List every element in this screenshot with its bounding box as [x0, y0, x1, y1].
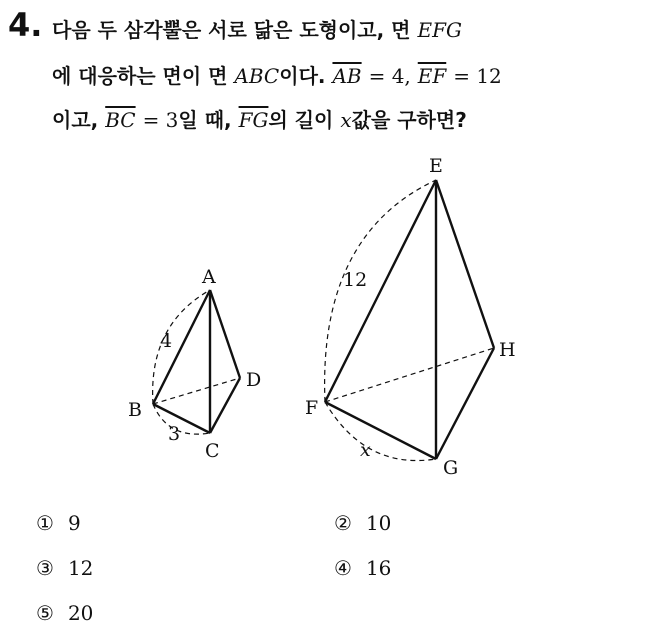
segment-ef: $\overline{EF}$ — [417, 64, 447, 88]
choice-value: 16 — [365, 556, 392, 580]
value-ab: = 4, — [368, 64, 411, 88]
edge-gh — [436, 348, 494, 459]
label-bc-length: 3 — [168, 423, 181, 445]
choice-marker: ② — [334, 511, 352, 535]
label-h: H — [499, 339, 516, 361]
label-ef-length: 12 — [343, 269, 368, 291]
question-text: 이다. — [279, 64, 326, 88]
large-pyramid — [325, 180, 494, 461]
label-ab-length: 4 — [160, 330, 173, 352]
choice-value: 10 — [365, 511, 392, 535]
edge-ef — [325, 180, 436, 402]
label-e: E — [429, 155, 443, 177]
label-d: D — [246, 369, 262, 391]
choice-3[interactable] — [36, 556, 93, 580]
value-bc: = 3 — [142, 108, 179, 132]
edge-fh — [325, 348, 494, 402]
label-b: B — [128, 399, 142, 421]
value-ef: = 12 — [453, 64, 502, 88]
choice-5[interactable] — [36, 601, 93, 625]
label-f: F — [305, 397, 319, 419]
choice-value: 20 — [67, 601, 94, 625]
edge-cd — [210, 378, 240, 433]
question-text: 의 길이 — [268, 108, 334, 132]
choice-4[interactable] — [334, 556, 391, 580]
edge-ad — [210, 290, 240, 378]
face-abc: ABC — [234, 64, 280, 88]
segment-ab: $\overline{AB}$ — [332, 64, 362, 88]
segment-bc: $\overline{BC}$ — [105, 108, 136, 132]
choice-marker: ① — [36, 511, 54, 535]
choice-2[interactable] — [334, 511, 391, 535]
label-a: A — [202, 266, 216, 288]
face-efg: EFG — [417, 18, 462, 42]
segment-fg: $\overline{FG}$ — [238, 108, 269, 132]
choice-marker: ③ — [36, 556, 54, 580]
edge-eh — [436, 180, 494, 348]
question-text: 다음 두 삼각뿔은 서로 닮은 도형이고, 면 — [52, 18, 411, 42]
question-number: 4. — [8, 6, 43, 44]
choice-value: 12 — [67, 556, 94, 580]
question-text: 에 대응하는 면이 면 — [52, 64, 228, 88]
edge-fg — [325, 402, 436, 459]
choice-1[interactable] — [36, 511, 81, 535]
choice-marker: ⑤ — [36, 601, 54, 625]
figure-labels — [128, 155, 516, 479]
choice-value: 9 — [67, 511, 81, 535]
label-c: C — [205, 440, 220, 462]
variable-x: x — [340, 108, 352, 132]
edge-bc — [153, 404, 210, 433]
question-text: 이고, — [52, 108, 99, 132]
label-g: G — [443, 457, 459, 479]
question-text: 일 때, — [178, 108, 232, 132]
choice-marker: ④ — [334, 556, 352, 580]
label-fg-length: x — [360, 439, 371, 461]
question-text: 값을 구하면? — [351, 108, 467, 132]
small-pyramid — [153, 290, 240, 434]
